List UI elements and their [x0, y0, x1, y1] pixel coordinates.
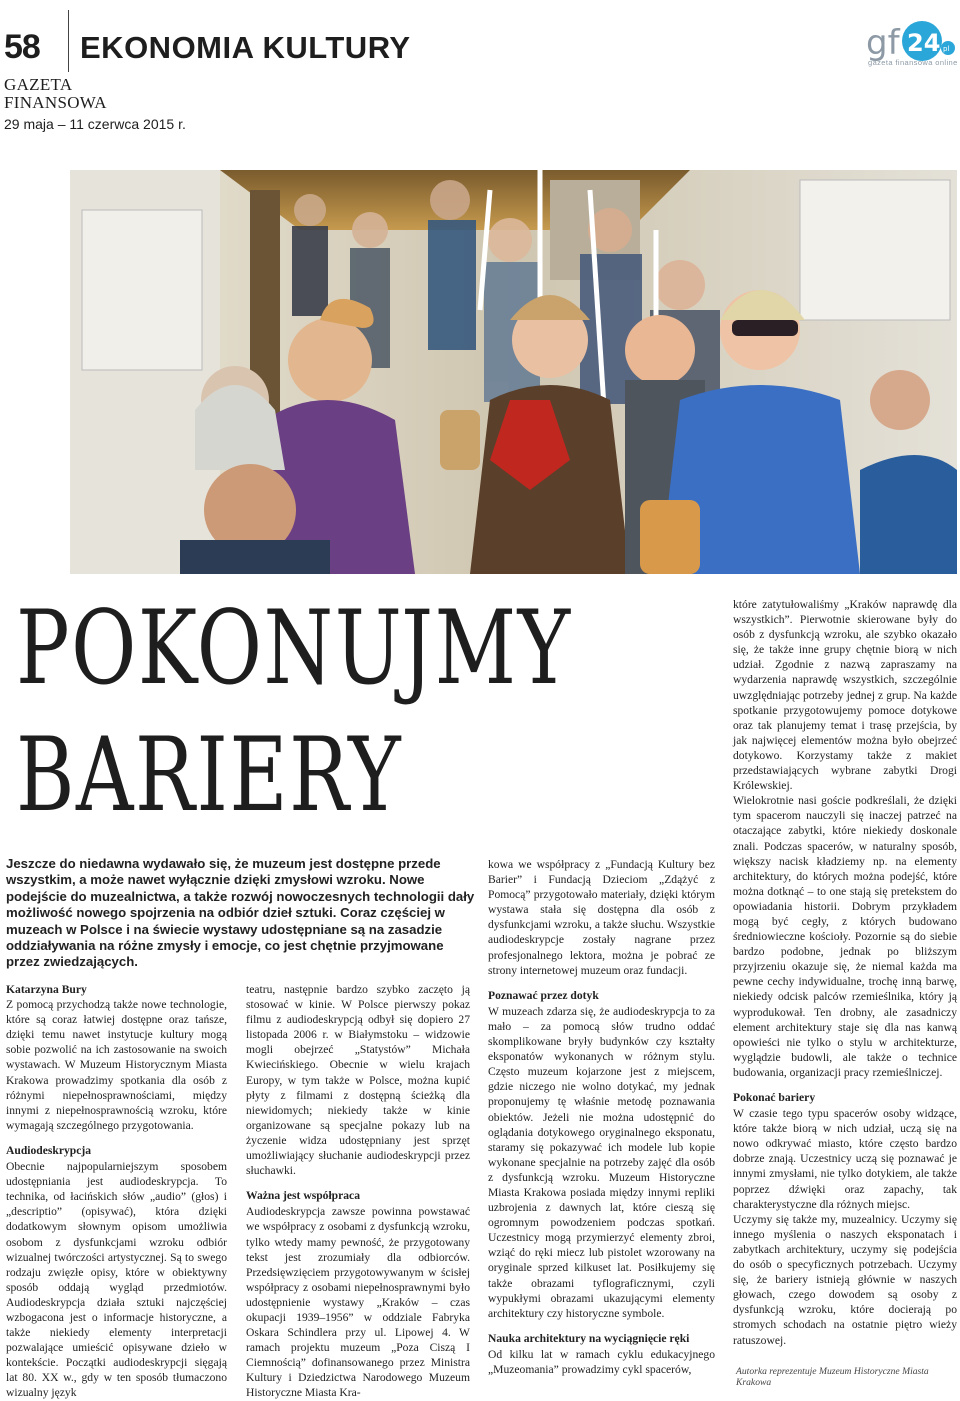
- newspaper-name-line1: GAZETA: [4, 75, 73, 94]
- logo-tagline: gazeta finansowa online: [868, 58, 958, 67]
- subheading-dotyk: Poznawać przez dotyk: [488, 988, 599, 1002]
- article-column-3: [488, 857, 715, 1377]
- col4-paragraph-2: Wielokrotnie nasi goście podkreślali, że dzięki tym spacerom nauczyli się inaczej patrzeć na otaczające zabytki, które niekiedy doskonale znali. Podczas spacerów, w naturalny sposób, większy nacisk kładziemy np. na elementy architektury, do których można podejść, które można dotknąć – to one stają się pretekstem do opowiadania historii. Dobrym przykładem mogą być cegły, z których budowano średniowieczne kościoły. Pozornie są do siebie bardzo podobne, jednak po bliższym przyjrzeniu okazuje się, że niemal każda ma pewne cechy indywidualne, trochę inną barwę, niekiedy odcisk palców rzemieślnika, który ją wyprodukował. Ten drobny, ale zasadniczy element architektury staje się dla nas kanwą opowieści nie tylko o stylu w architekturze, wyglądzie budowli, ale także o technice budowania, organizacji pracy rzemieślniczej.: [733, 794, 957, 1079]
- article-column-2: [246, 982, 470, 1401]
- svg-text:pl: pl: [943, 45, 950, 53]
- article-lead: Jeszcze do niedawna wydawało się, że muzeum jest dostępne przede wszystkim, a może nawet wyłącznie dzięki zmysłowi wzroku. Nowe podejście do muzealnictwa, a także rozwój nowoczesnych technologii dały możliwość nowego spojrzenia na odbiór dzieł sztuki. Coraz częściej w muzeach w Polsce i na świecie wystawy udostępniane są na zasadzie oddziaływania na różne zmysły i emocje, co jest chętnie przyjmowane przez zwiedzających.: [6, 856, 475, 970]
- newspaper-name-line2: FINANSOWA: [4, 93, 107, 112]
- headline-line1: POKONUJMY: [16, 589, 572, 708]
- col4-paragraph-4: Uczymy się także my, muzealnicy. Uczymy się innego myślenia o naszych eksponatach i zabytkach architektury, uczymy się podejścia do osób o specyficznych potrzebach. Uczymy się, że bariery istnieją głównie w naszych głowach, czego dowodem są osoby z dysfunkcją wzroku, które docierają po stromych schodach na ostatnie piętro wieży ratuszowej.: [733, 1212, 957, 1347]
- svg-text:24: 24: [907, 29, 941, 57]
- museum-visitors-photo: [70, 170, 957, 574]
- svg-text:gf: gf: [866, 23, 900, 63]
- header-divider: [68, 10, 69, 72]
- col1-paragraph-1: Z pomocą przychodzą także nowe technologie, które są coraz łatwiej dostępne oraz tańsze, dzięki temu nawet instytucje kultury mogą sobie pozwolić na ich zastosowanie na swoich wystawach. W Muzeum Historycznym Miasta Krakowa prowadzimy spotkania dla osób z różnymi niepełnosprawnościami, między innymi z niepełnosprawnością wzroku, które wymagają szczególnego przygotowania.: [6, 998, 227, 1132]
- subheading-audiodeskrypcja: Audiodeskrypcja: [6, 1143, 92, 1157]
- article-column-1: [6, 982, 227, 1401]
- col2-paragraph-1: teatru, następnie bardzo szybko zaczęto ją stosować w kinie. W Polsce pierwszy pokaz filmu z audiodeskrypcją odbył się dopiero 27 listopada 2006 r. w Białymstoku – widzowie mogli obejrzeć „Statystów” Michała Kwiecińskiego. Obecnie w wielu krajach Europy, w tym także w Polsce, można kupić płyty z filmami z dostępną ścieżką dla niewidomych; niekiedy także w kinie organizowane są specjalne pokazy lub na życzenie widza udostępniany jest sprzęt umożliwiający słuchanie audiodeskrypcji przez słuchawki.: [246, 983, 470, 1178]
- subheading-architektura: Nauka architektury na wyciągnięcie ręki: [488, 1331, 690, 1345]
- article-photo: [70, 170, 957, 574]
- col2-paragraph-2: Audiodeskrypcja zawsze powinna powstawać we współpracy z osobami z dysfunkcją wzroku, tylko wtedy mamy pewność, że przygotowany tekst jest zrozumiały dla odbiorców. Przedsięwzięciem przygotowywanym w ścisłej współpracy z osobami niepełnosprawnymi było udostępnienie wystawy „Kraków – czas okupacji 1939–1956” w oddziale Fabryka Oskara Schindlera przy ul. Lipowej 4. W ramach projektu muzeum „Poza Ciszą I Ciemnością” dofinansowanego przez Ministra Kultury i Dziedzictwa Narodowego Muzeum Historyczne Miasta Kra-: [246, 1205, 470, 1400]
- col4-paragraph-1: które zatytułowaliśmy „Kraków naprawdę dla wszystkich”. Pierwotnie skierowane były do osób z dysfunkcją wzroku, ale szybko okazało się, że także inne grupy chętnie biorą w nich udział. Zgodnie z nazwą zapraszamy na wydarzenia naprawdę wszystkich, szczególnie uwzględniając potrzeby jednej z grup. Na każde spotkanie przygotowujemy pomoce dotykowe oraz tak planujemy temat i trasę przejścia, by jak najwięcej elementów można było obejrzeć dotykowo. Korzystamy także z makiet przedstawiających wybrane zabytki Drogi Królewskiej.: [733, 598, 957, 793]
- author-affiliation-caption: Autorka reprezentuje Muzeum Historyczne Miasta Krakowa: [736, 1366, 929, 1388]
- headline-line2: BARIERY: [16, 716, 403, 835]
- section-title: EKONOMIA KULTURY: [80, 30, 411, 65]
- col3-paragraph-1: kowa we współpracy z „Fundacją Kultury bez Barier” i Fundacją Dzieciom „Zdążyć z Pomocą” przygotowało materiały, dzięki którym wystawa stała się dostępna dla osób z dysfunkcjami wzroku, a także słuchu. Wszystkie audiodeskrypcje zostały nagrane przez profesjonalnego lektora, można je pobrać ze strony internetowej muzeum oraz fundacji.: [488, 858, 715, 977]
- col3-paragraph-2: W muzeach zdarza się, że audiodeskrypcja to za mało – za pomocą słów trudno oddać skomplikowane bryły budynków czy kształty eksponatów wykonanych w różnym stylu. Często muzeum kojarzone jest z miejscem, gdzie niczego nie wolno dotykać, my jednak proponujemy tę właśnie metodę poznawania obiektów. Jeżeli nie można udostępnić do oglądania dotykowego oryginalnego eksponatu, staramy się pokazywać ich modele lub kopie wykonane specjalnie na potrzeby zajęć dla osób z dysfunkcją wzroku. Muzeum Historyczne Miasta Krakowa posiada między innymi repliki uzbrojenia z dawnych lat, które cieszą się ogromnym powodzeniem podczas spotkań. Uczestnicy mogą przymierzyć elementy zbroi, wziąć do ręki miecz lub pistolet wzorowany na oryginale sprzed kilkuset lat. Posiłkujemy się także obrazami tyflograficznymi, czyli wypukłymi obrazami ukazującymi elementy architektury czy historyczne symbole.: [488, 1004, 715, 1320]
- col4-paragraph-3: W czasie tego typu spacerów osoby widzące, które także biorą w nich udział, uczą się na nowo odkrywać miasto, które często bardzo dobrze znają. Uczestnicy uczą się poznawać je innymi zmysłami, nie tylko dotykiem, ale także poprzez dźwięki oraz zapachy, tak charakterystyczne dla różnych miejsc.: [733, 1107, 957, 1211]
- article-column-4: [733, 597, 957, 1348]
- page-number: 58: [4, 28, 40, 66]
- subheading-pokonac-bariery: Pokonać bariery: [733, 1091, 816, 1104]
- col1-paragraph-2: Obecnie najpopularniejszym sposobem udostępniania jest audiodeskrypcja. To technika, od łacińskich słów „audio” (głos) i „descriptio” (opisywać), która dzięki dodatkowym słownym opisom umożliwia osobom z dysfunkcjami wzroku odbiór wizualnej twórczości artystycznej. Są to swego rodzaju zwięzłe opisy, które w obiektywny sposób oddają wygląd przedmiotów. Audiodeskrypcja działa sztuki najczęściej wzbogacona jest o informacje historyczne, a także niekiedy elementy interpretacji pozwalające umieścić opisywane dzieło w kontekście. Początki audiodeskrypcji sięgają lat 80. XX w., gdy w ten sposób tłumaczono wizualny język: [6, 1160, 227, 1400]
- col3-paragraph-3: Od kilku lat w ramach cyklu edukacyjnego „Muzeomania” prowadzimy cykl spacerów,: [488, 1347, 715, 1376]
- issue-date: 29 maja – 11 czerwca 2015 r.: [4, 116, 186, 132]
- author-name: Katarzyna Bury: [6, 983, 87, 996]
- subheading-wspolpraca: Ważna jest współpraca: [246, 1189, 361, 1203]
